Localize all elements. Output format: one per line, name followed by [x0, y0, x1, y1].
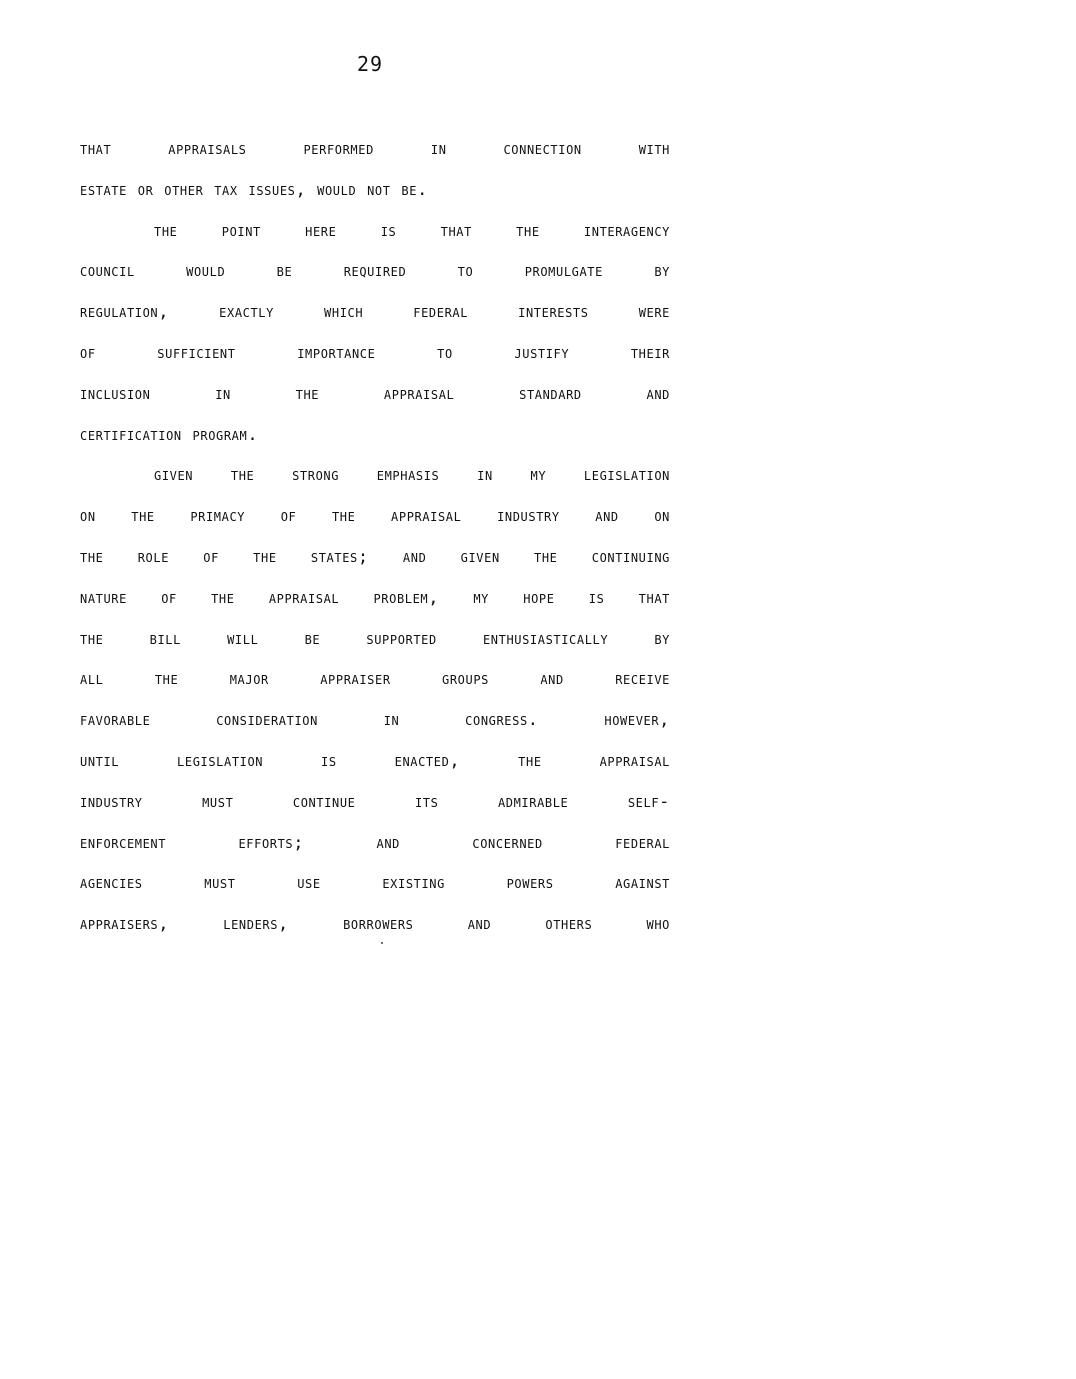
text-line: that appraisals performed in connection with: [80, 139, 670, 159]
text-line: until legislation is enacted, the appraisal: [80, 750, 670, 771]
text-line: the role of the states; and given the continuing: [80, 546, 670, 567]
text-line: of sufficient importance to justify their: [80, 342, 670, 363]
text-line: on the primacy of the appraisal industry and on: [80, 506, 670, 527]
text-line: enforcement efforts; and concerned federal: [80, 832, 670, 853]
body-text: [80, 131, 670, 947]
text-line: council would be required to promulgate by: [80, 261, 670, 282]
text-line: favorable consideration in congress. however,: [80, 710, 670, 731]
text-line: estate or other tax issues, would not be.: [80, 179, 428, 200]
text-line: appraisers, lenders, borrowers and others who: [80, 914, 670, 935]
text-line: industry must continue its admirable self-: [80, 791, 670, 812]
text-line: agencies must use existing powers against: [80, 873, 670, 894]
text-line: nature of the appraisal problem, my hope is that: [80, 587, 670, 608]
text-line: certification program.: [80, 424, 259, 445]
text-line: given the strong emphasis in my legislation: [154, 465, 670, 486]
scan-speck: [381, 942, 383, 944]
page-number: 29: [356, 52, 384, 76]
text-line: regulation, exactly which federal interests were: [80, 302, 670, 323]
text-line: all the major appraiser groups and receive: [80, 669, 670, 690]
text-line: the bill will be supported enthusiastically by: [80, 628, 670, 649]
text-line: the point here is that the interagency: [154, 220, 670, 241]
text-line: inclusion in the appraisal standard and: [80, 383, 670, 404]
